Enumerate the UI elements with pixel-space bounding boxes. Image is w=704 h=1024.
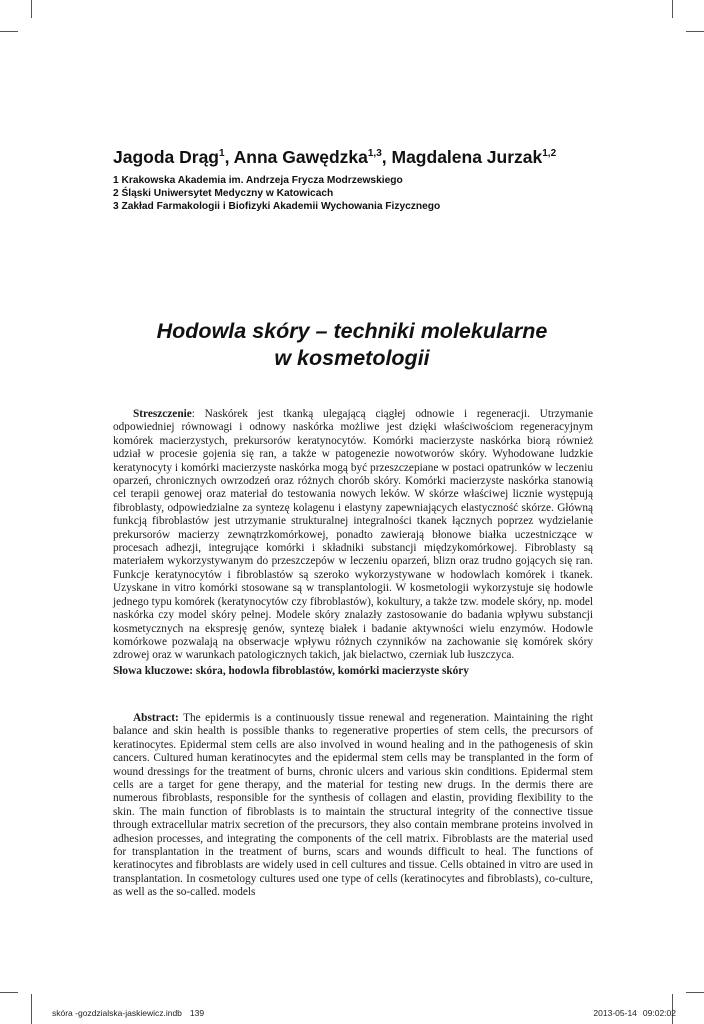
article-title-line-1: Hodowla skóry – techniki molekularne xyxy=(156,319,548,343)
abstract-english-paragraph xyxy=(113,712,593,900)
crop-mark-bottom-right-horizontal xyxy=(686,992,704,993)
crop-mark-top-left-vertical xyxy=(31,0,32,18)
abstract-polish-label: Streszczenie xyxy=(133,408,192,420)
affiliations xyxy=(113,174,593,214)
article-title xyxy=(100,318,604,372)
footer-time: 09:02:02 xyxy=(642,1008,676,1018)
footer-page-number: 139 xyxy=(189,1008,205,1018)
crop-mark-top-right-horizontal xyxy=(686,31,704,32)
author-affiliation-mark: 1,3 xyxy=(367,148,382,160)
author-affiliation-mark: 1 xyxy=(219,148,225,160)
affiliation-item: 1 Krakowska Akademia im. Andrzeja Frycza Modrzewskiego xyxy=(113,175,403,186)
abstract-polish-paragraph xyxy=(113,408,593,663)
author-separator: , xyxy=(224,147,234,167)
crop-mark-bottom-left-vertical xyxy=(31,994,32,1024)
author-name: Anna Gawędzka xyxy=(233,147,368,167)
abstract-english-text: The epidermis is a continuously tissue renewal and regeneration. Maintaining the right balance and skin health is possible thanks to regenerative properties of stem cells, the precursors of keratinocytes. Epidermal stem cells are also involved in wound healing and in the pathogenesis of skin cancers. Cultured human keratinocytes and the epidermal stem cells may be transplanted in the form of wound dressings for the treatment of burns, chronic ulcers and various skin conditions. Epidermal stem cells are a target for gene therapy, and the material for testing new drugs. In the dermis there are numerous fibroblasts, responsible for the synthesis of collagen and elastin, providing flexibility to the skin. The main function of fibroblasts is to maintain the structural integrity of the connective tissue through extracellular matrix secretion of the precursors, they also contain membrane proteins involved in adhesion processes, and integrating the components of the cell matrix. Fibroblasts are the material used for transplantation in the treatment of burns, scars and wounds difficult to heal. The functions of keratinocytes and fibroblasts are widely used in cell cultures and tissue. Cells obtained in vitro are used in transplantation. In cosmetology cultures used one type of cells (keratinocytes and fibroblasts), co-culture, as well as the so-called. models xyxy=(113,712,593,899)
keywords: Słowa kluczowe: skóra, hodowla fibroblastów, komórki macierzyste skóry xyxy=(113,664,469,677)
author-separator: , xyxy=(381,147,392,167)
footer-timestamp xyxy=(593,1008,676,1018)
affiliation-item: 2 Śląski Uniwersytet Medyczny w Katowicach xyxy=(113,188,334,200)
author-affiliation-mark: 1,2 xyxy=(542,148,557,160)
article-title-line-2: w kosmetologii xyxy=(274,346,430,370)
author-name: Magdalena Jurzak xyxy=(391,147,543,167)
affiliation-item: 3 Zakład Farmakologii i Biofizyki Akademii Wychowania Fizycznego xyxy=(113,201,441,213)
crop-mark-bottom-left-horizontal xyxy=(0,992,18,993)
crop-mark-top-right-vertical xyxy=(672,0,673,18)
footer-date: 2013-05-14 xyxy=(593,1008,637,1018)
author-name: Jagoda Drąg xyxy=(113,147,219,167)
crop-mark-top-left-horizontal xyxy=(0,31,18,32)
abstract-english-label: Abstract: xyxy=(133,712,179,724)
abstract-polish-text: : Naskórek jest tkanką ulegającą ciągłej odnowie i regeneracji. Utrzymanie odpowiedniej równowagi i odnowy naskórka możliwe jest dzięki właściwościom regeneracyjnym komórek macierzystych, prekursorów keratynocytów. Komórki macierzyste naskórka biorą również udział w procesie gojenia się ran, a także w patogenezie nowotworów skóry. Wyhodowane ludzkie keratynocyty i komórki macierzyste naskórka mogą być przeszczepiane w postaci opatrunków w leczeniu oparzeń, chronicznych owrzodzeń oraz różnych chorób skóry. Komórki macierzyste naskórka stanowią cel terapii genowej oraz materiał do testowania nowych leków. W skórze właściwej licznie występują fibroblasty, odpowiedzialne za syntezę kolagenu i elastyny zapewniających elastyczność skórze. Główną funkcją fibroblastów jest utrzymanie strukturalnej integralności tkanek łącznych poprzez wydzielanie prekursorów macierzy zewnątrzkomórkowej, ponadto zawierają błonowe białka uczestniczące w procesach adhezji, integrujące komórki i składniki substancji międzykomórkowej. Fibroblasty są materiałem wykorzystywanym do przeszczepów w leczeniu oparzeń, blizn oraz trudno gojących się ran. Funkcje keratynocytów i fibroblastów są szeroko wykorzystywane w hodowlach komórek i tkanek. Uzyskane in vitro komórki stosowane są w transplantologii. W kosmetologii wykorzystuje się hodowle jednego typu komórek (keratynocytów czy fibroblastów), kokultury, a także tzw. modele skóry, np. model naskórka czy model skóry pełnej. Modele skóry znalazły zastosowanie do badania wpływu substancji kosmetycznych na ekspresję genów, syntezę białek i badanie aktywności wielu enzymów. Hodowle komórkowe pozwalają na obserwacje wpływu różnych czynników na zachowanie się komórek skóry zdrowej oraz w warunkach patologicznych takich, jak bielactwo, czerniak lub łuszczyca. xyxy=(113,408,593,662)
abstract-english xyxy=(113,712,593,900)
footer-file-info xyxy=(52,1008,204,1018)
footer-filename: skóra -gozdzialska-jaskiewicz.indb xyxy=(52,1008,182,1018)
author-line xyxy=(113,147,593,168)
abstract-polish xyxy=(113,408,593,678)
